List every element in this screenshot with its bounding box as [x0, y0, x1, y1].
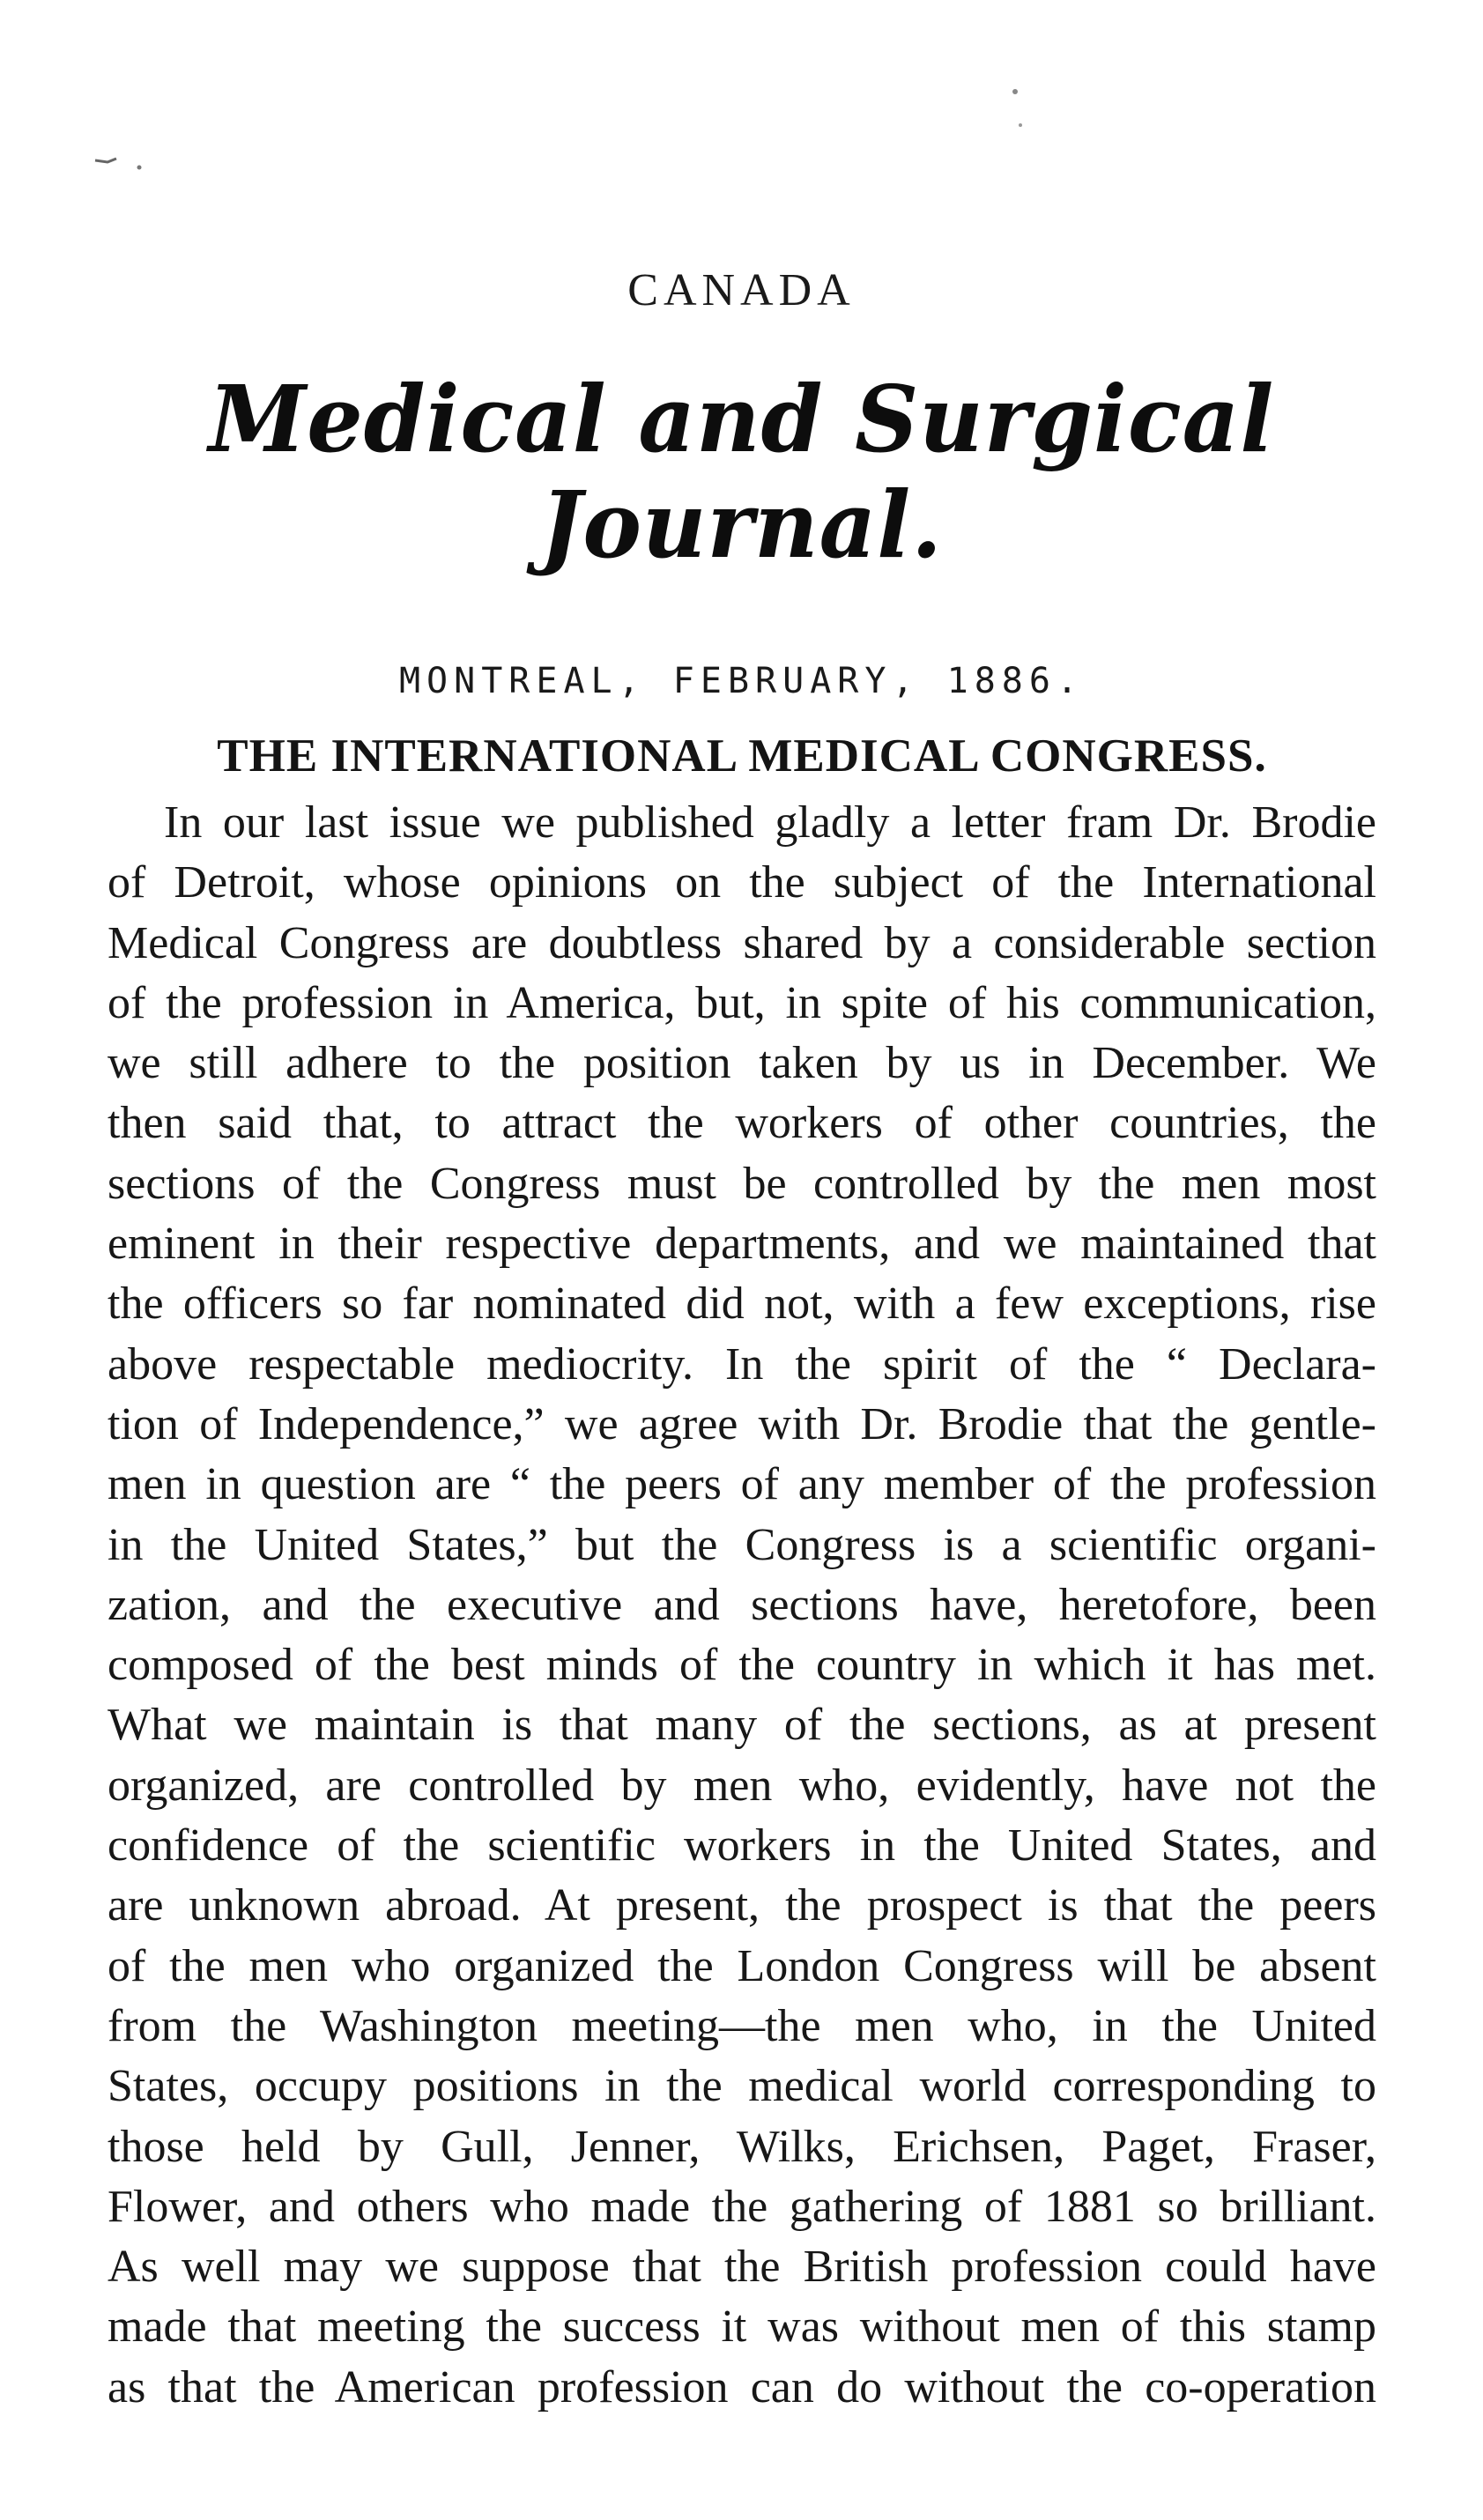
- text-line: composed of the best minds of the country in which it has met.: [108, 1640, 1376, 1691]
- text-line: confidence of the scientific workers in the United States, and: [108, 1820, 1376, 1871]
- journal-kicker: CANADA: [627, 265, 856, 315]
- scan-specks: [0, 0, 1483, 264]
- text-line: eminent in their respective departments, and we maintained that: [108, 1219, 1376, 1270]
- text-line: from the Washington meeting—the men who, in the United: [108, 2000, 1376, 2051]
- text-line: Medical Congress are doubtless shared by a considerable section: [108, 917, 1376, 968]
- text-line: are unknown abroad. At present, the prospect is that the peers: [108, 1880, 1376, 1931]
- text-line: men in question are “ the peers of any member of the profession: [108, 1459, 1376, 1510]
- text-line: above respectable mediocrity. In the spirit of the “ Declara-: [108, 1338, 1376, 1390]
- text-line: of the profession in America, but, in spite of his communication,: [108, 977, 1376, 1028]
- text-line: What we maintain is that many of the sections, as at present: [108, 1700, 1376, 1751]
- text-line: zation, and the executive and sections have, heretofore, been: [108, 1579, 1376, 1630]
- text-line: in the United States,” but the Congress is a scientific organi-: [108, 1519, 1376, 1570]
- text-line: As well may we suppose that the British profession could have: [108, 2242, 1376, 2293]
- text-line: made that meeting the success it was without men of this stamp: [108, 2301, 1376, 2353]
- text-line: as that the American profession can do without the co-operation: [108, 2361, 1376, 2413]
- text-line: then said that, to attract the workers of other countries, the: [108, 1098, 1376, 1149]
- journal-masthead: Medical and Surgical Journal.: [208, 365, 1275, 579]
- text-line: organized, are controlled by men who, evidently, have not the: [108, 1760, 1376, 1811]
- journal-header: [0, 264, 1483, 703]
- text-line: those held by Gull, Jenner, Wilks, Erichsen, Paget, Fraser,: [108, 2121, 1376, 2172]
- article: [108, 724, 1376, 2418]
- text-line: In our last issue we published gladly a letter fram Dr. Brodie: [164, 797, 1376, 848]
- issue-dateline: MONTREAL, FEBRUARY, 1886.: [398, 661, 1085, 701]
- text-line: we still adhere to the position taken by us in December. We: [108, 1038, 1376, 1089]
- text-line: sections of the Congress must be controlled by the men most: [108, 1158, 1376, 1209]
- text-line: of Detroit, whose opinions on the subject of the International: [108, 857, 1376, 908]
- text-line: the officers so far nominated did not, with a few exceptions, rise: [108, 1279, 1376, 1330]
- text-line: of the men who organized the London Congress will be absent: [108, 1940, 1376, 1991]
- text-line: Flower, and others who made the gathering of 1881 so brilliant.: [108, 2181, 1376, 2232]
- text-line: States, occupy positions in the medical world corresponding to: [108, 2061, 1376, 2112]
- article-title: THE INTERNATIONAL MEDICAL CONGRESS.: [217, 730, 1267, 782]
- text-line: tion of Independence,” we agree with Dr. Brodie that the gentle-: [108, 1398, 1376, 1449]
- article-body: [108, 793, 1376, 2418]
